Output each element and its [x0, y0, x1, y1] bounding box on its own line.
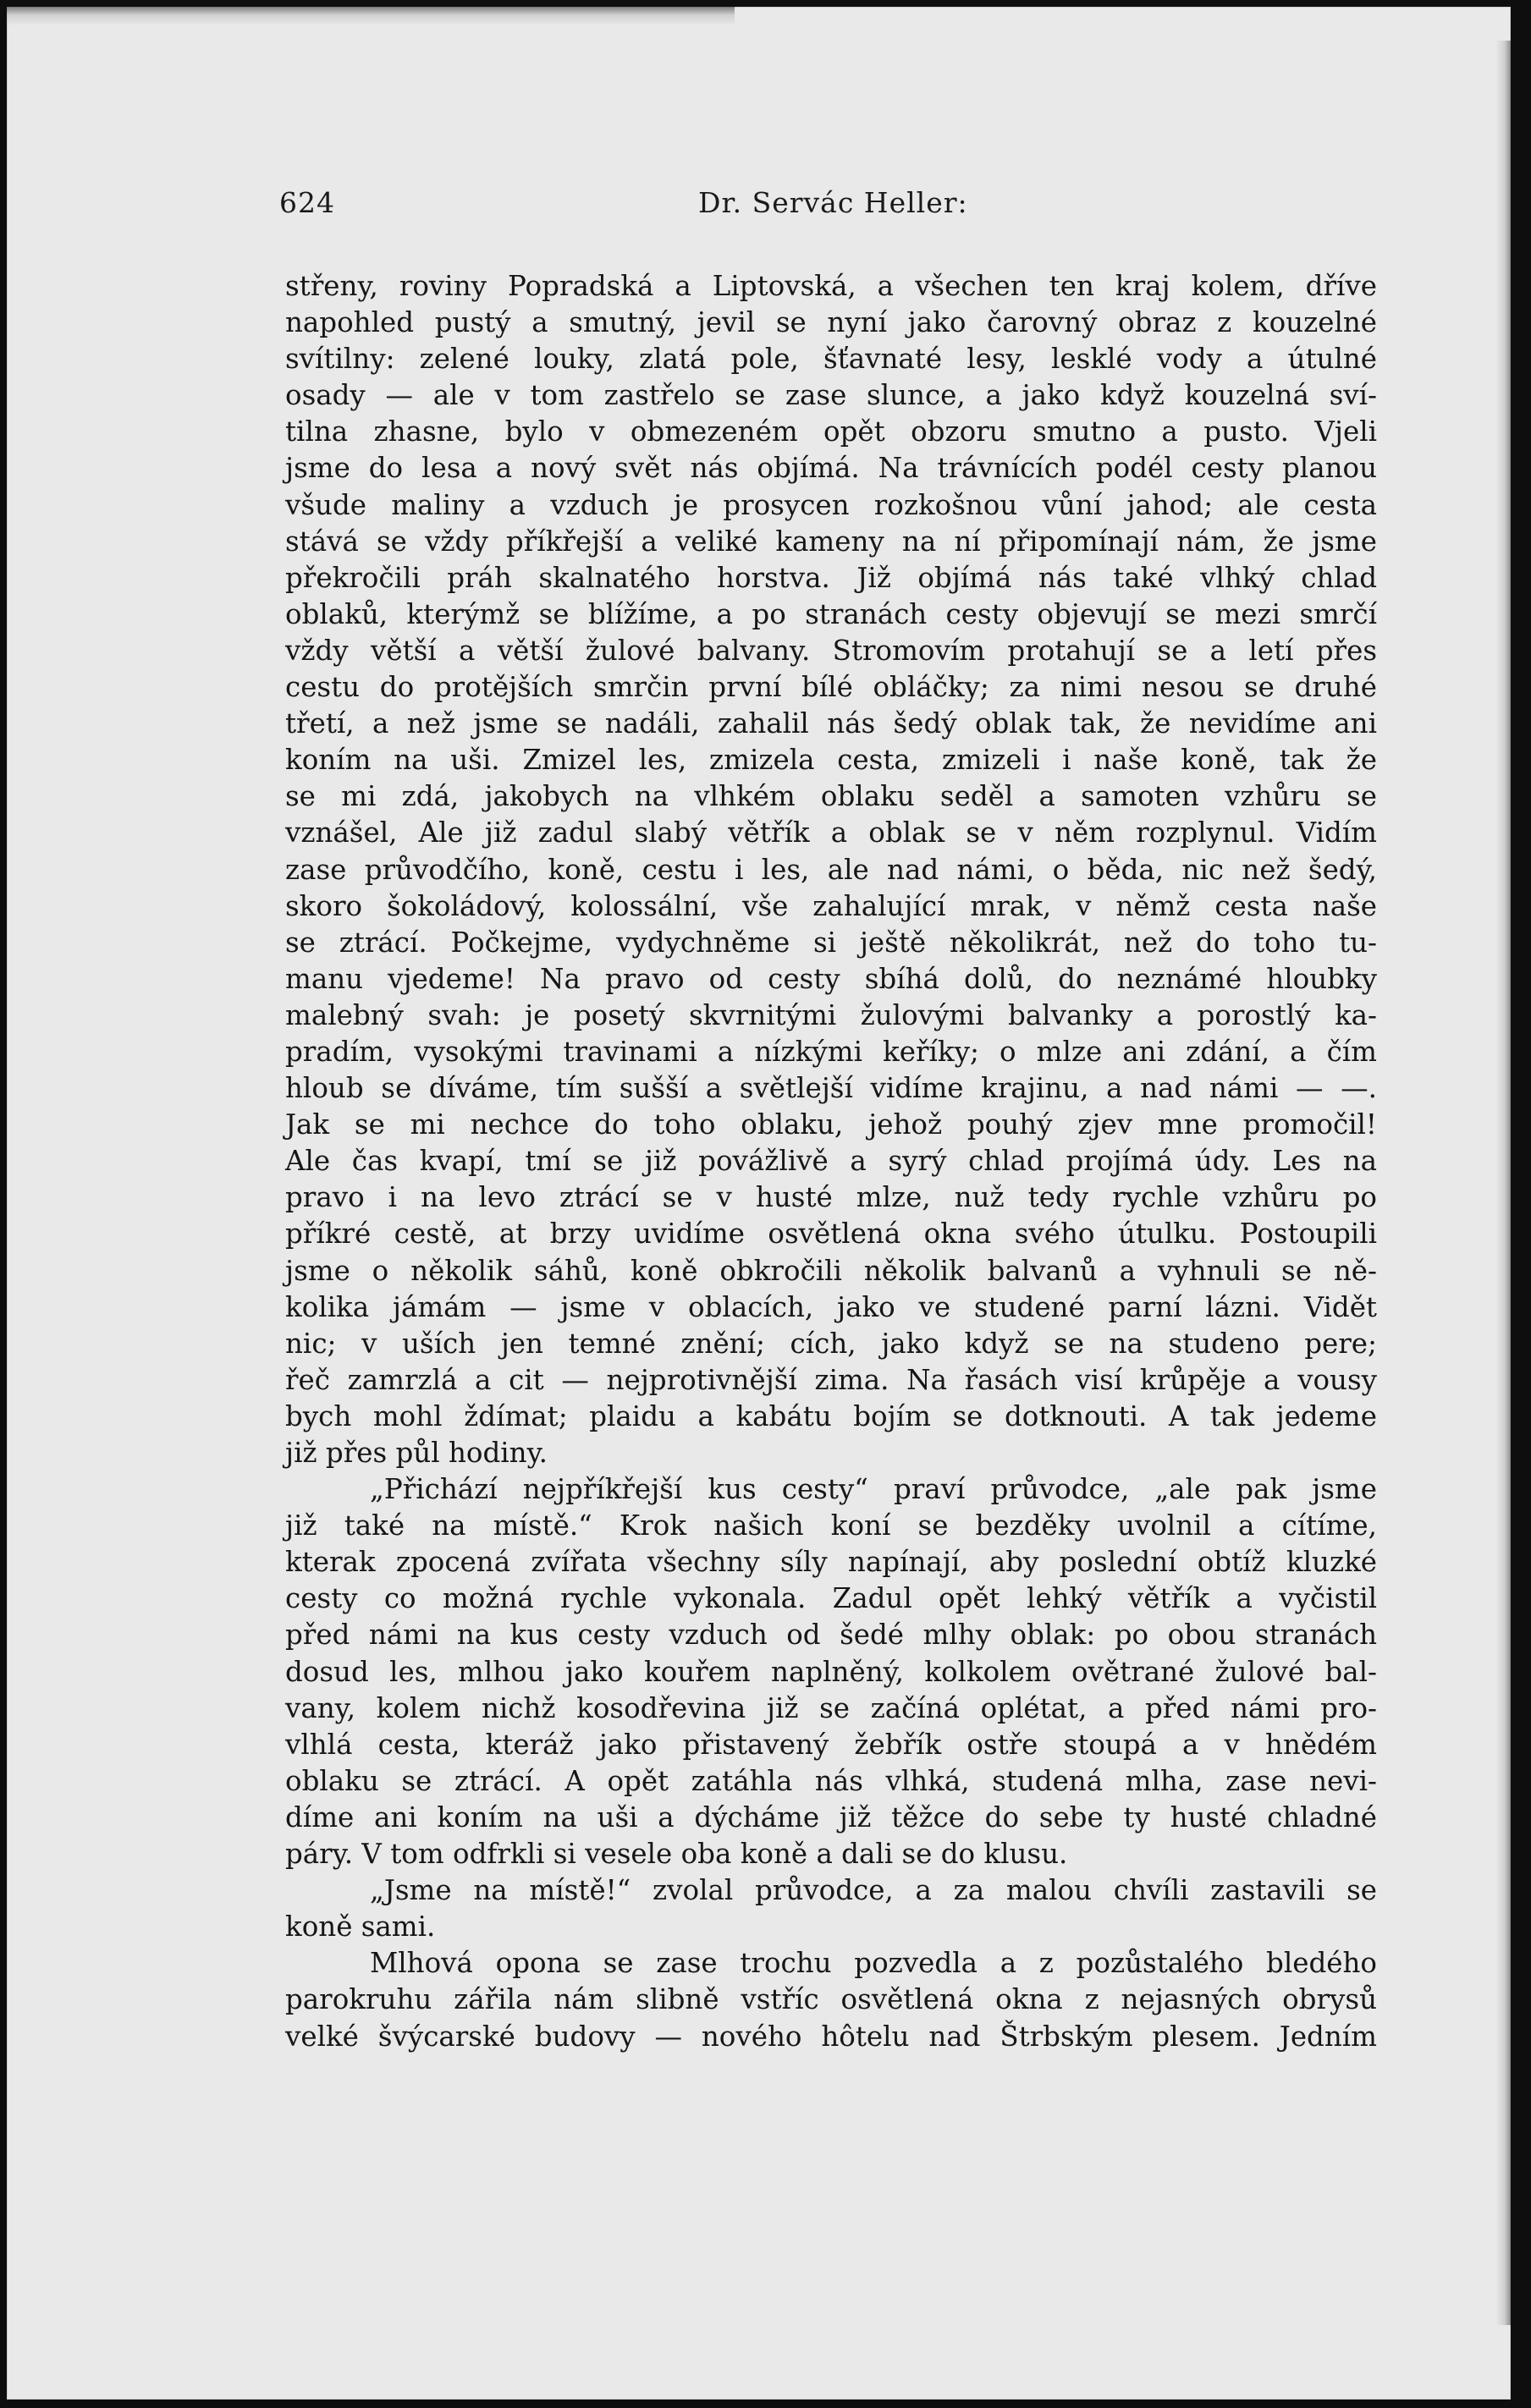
- text-line: „Jsme na místě!“ zvolal průvodce, a za malou chvíli zastavili se: [370, 1874, 1377, 1907]
- text-line: napohled pustý a smutný, jevil se nyní jako čarovný obraz z kouzelné: [285, 306, 1377, 339]
- text-line: jsme o několik sáhů, koně obkročili několik balvanů a vyhnuli se ně-: [285, 1254, 1377, 1287]
- running-head: Dr. Servác Heller:: [698, 186, 968, 219]
- text-line: tilna zhasne, bylo v obmezeném opět obzoru smutno a pusto. Vjeli: [285, 415, 1377, 448]
- text-line: překročili práh skalnatého horstva. Již objímá nás také vlhký chlad: [285, 561, 1377, 594]
- text-line: „Přichází nejpříkřejší kus cesty“ praví průvodce, „ale pak jsme: [370, 1473, 1377, 1506]
- text-line: pravo i na levo ztrácí se v husté mlze, nuž tedy rychle vzhůru po: [285, 1181, 1377, 1214]
- text-line: dosud les, mlhou jako kouřem naplněný, kolkolem ovětrané žulové bal-: [285, 1655, 1377, 1688]
- text-line: vany, kolem nichž kosodřevina již se začíná oplétat, a před námi pro-: [285, 1691, 1377, 1724]
- text-line: nic; v uších jen temné znění; cích, jako když se na studeno pere;: [285, 1327, 1377, 1360]
- text-line: již přes půl hodiny.: [285, 1437, 548, 1469]
- text-line: parokruhu zářila nám slibně vstříc osvětlená okna z nejasných obrysů: [285, 1983, 1377, 2016]
- text-line: koně sami.: [285, 1910, 436, 1943]
- text-line: hloub se díváme, tím sušší a světlejší vidíme krajinu, a nad námi — —.: [285, 1072, 1377, 1105]
- text-line: vznášel, Ale již zadul slabý větřík a oblak se v něm rozplynul. Vidím: [285, 816, 1377, 849]
- text-line: bych mohl ždímat; plaidu a kabátu bojím se dotknouti. A tak jedeme: [285, 1399, 1377, 1432]
- text-line: díme ani koním na uši a dýcháme již těžce do sebe ty husté chladné: [285, 1801, 1377, 1833]
- text-line: pradím, vysokými travinami a nízkými keříky; o mlze ani zdání, a čím: [285, 1035, 1377, 1068]
- text-line: páry. V tom odfrkli si vesele oba koně a dali se do klusu.: [285, 1838, 1068, 1871]
- text-line: cesty co možná rychle vykonala. Zadul opět lehký větřík a vyčistil: [285, 1582, 1377, 1615]
- text-line: stává se vždy příkřejší a veliké kameny na ní připomínají nám, že jsme: [285, 525, 1377, 558]
- text-line: vždy větší a větší žulové balvany. Stromovím protahují se a letí přes: [285, 634, 1377, 667]
- page-header: [279, 186, 1380, 223]
- text-line: Jak se mi nechce do toho oblaku, jehož pouhý zjev mne promočil!: [285, 1108, 1377, 1141]
- page-number: 624: [279, 186, 335, 219]
- text-line: všude maliny a vzduch je prosycen rozkošnou vůní jahod; ale cesta: [285, 488, 1377, 521]
- text-line: již také na místě.“ Krok našich koní se bezděky uvolnil a cítíme,: [285, 1509, 1377, 1542]
- text-line: manu vjedeme! Na pravo od cesty sbíhá dolů, do neznámé hloubky: [285, 962, 1377, 995]
- text-line: se mi zdá, jakobych na vlhkém oblaku seděl a samoten vzhůru se: [285, 780, 1377, 813]
- text-line: Mlhová opona se zase trochu pozvedla a z pozůstalého bledého: [370, 1947, 1377, 1980]
- text-line: oblaků, kterýmž se blížíme, a po stranách cesty objevují se mezi smrčí: [285, 597, 1377, 630]
- text-line: osady — ale v tom zastřelo se zase slunce, a jako když kouzelná sví-: [285, 379, 1377, 412]
- text-line: oblaku se ztrácí. A opět zatáhla nás vlhká, studená mlha, zase nevi-: [285, 1764, 1377, 1797]
- text-line: kterak zpocená zvířata všechny síly napínají, aby poslední obtíž kluzké: [285, 1546, 1377, 1579]
- text-line: svítilny: zelené louky, zlatá pole, šťavnaté lesy, lesklé vody a útulné: [285, 343, 1377, 376]
- text-line: před námi na kus cesty vzduch od šedé mlhy oblak: po obou stranách: [285, 1619, 1377, 1652]
- page-edge-shadow-right: [1495, 41, 1511, 2325]
- text-line: vlhlá cesta, kteráž jako přistavený žebřík ostře stoupá a v hnědém: [285, 1728, 1377, 1761]
- text-line: jsme do lesa a nový svět nás objímá. Na trávnících podél cesty planou: [285, 452, 1377, 485]
- text-line: příkré cestě, at brzy uvidíme osvětlená okna svého útulku. Postoupili: [285, 1218, 1377, 1251]
- page-edge-shadow-top: [7, 7, 735, 25]
- text-line: velké švýcarské budovy — nového hôtelu nad Štrbským plesem. Jedním: [285, 2020, 1377, 2053]
- text-line: střeny, roviny Popradská a Liptovská, a všechen ten kraj kolem, dříve: [285, 270, 1377, 302]
- text-line: zase průvodčího, koně, cestu i les, ale nad námi, o běda, nic než šedý,: [285, 853, 1377, 886]
- text-line: cestu do protějších smrčin první bílé obláčky; za nimi nesou se druhé: [285, 671, 1377, 704]
- text-line: se ztrácí. Počkejme, vydychněme si ještě několikrát, než do toho tu-: [285, 926, 1377, 959]
- body-text: [285, 268, 1377, 2055]
- text-line: Ale čas kvapí, tmí se již povážlivě a syrý chlad projímá údy. Les na: [285, 1145, 1377, 1178]
- text-line: malebný svah: je posetý skvrnitými žulovými balvanky a porostlý ka-: [285, 998, 1377, 1031]
- text-line: kolika jámám — jsme v oblacích, jako ve studené parní lázni. Vidět: [285, 1290, 1377, 1323]
- text-line: třetí, a než jsme se nadáli, zahalil nás šedý oblak tak, že nevidíme ani: [285, 707, 1377, 740]
- text-line: skoro šokoládový, kolossální, vše zahalující mrak, v němž cesta naše: [285, 889, 1377, 922]
- text-line: řeč zamrzlá a cit — nejprotivnější zima. Na řasách visí krůpěje a vousy: [285, 1363, 1377, 1396]
- text-line: koním na uši. Zmizel les, zmizela cesta, zmizeli i naše koně, tak že: [285, 744, 1377, 777]
